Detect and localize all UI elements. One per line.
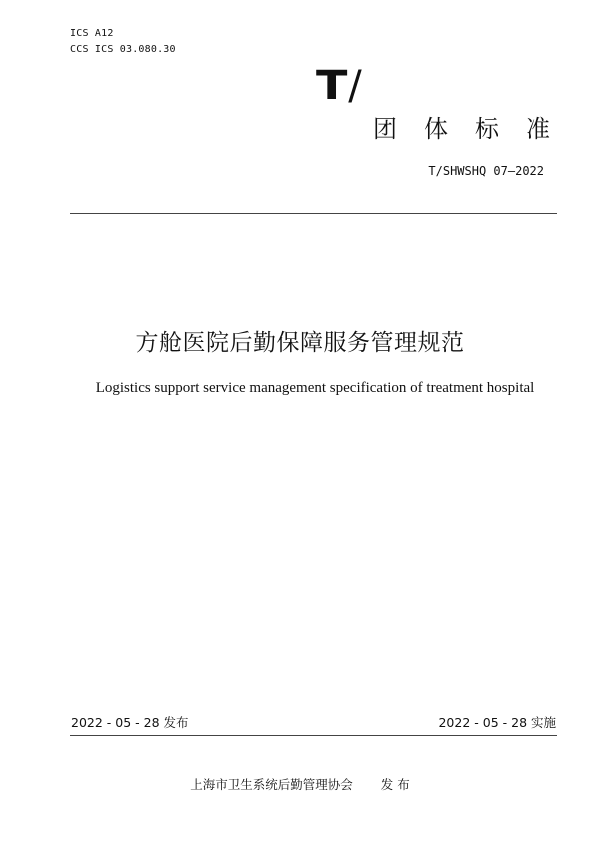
- publish-label: 发 布: [380, 777, 410, 792]
- implementation-date: 2022 - 05 - 28 实施: [438, 715, 556, 730]
- bottom-divider: [70, 735, 557, 736]
- ccs-code: CCS ICS 03.080.30: [70, 44, 176, 55]
- logo-slash: /: [348, 63, 362, 109]
- document-title-english: Logistics support service management specification of treatment hospital: [95, 380, 535, 396]
- publisher-line: [0, 776, 600, 794]
- logo-letter: T: [316, 63, 348, 109]
- top-divider: [70, 213, 557, 214]
- classification-codes: [70, 26, 176, 58]
- standard-logo: [316, 64, 362, 108]
- standard-type-label: 团体标准: [373, 115, 577, 143]
- standard-number: T/SHWSHQ 07—2022: [428, 164, 544, 178]
- document-title-chinese: 方舱医院后勤保障服务管理规范: [135, 330, 465, 356]
- publisher-name: 上海市卫生系统后勤管理协会: [190, 777, 353, 792]
- ics-code: ICS A12: [70, 28, 114, 39]
- issue-date: 2022 - 05 - 28 发布: [71, 715, 189, 730]
